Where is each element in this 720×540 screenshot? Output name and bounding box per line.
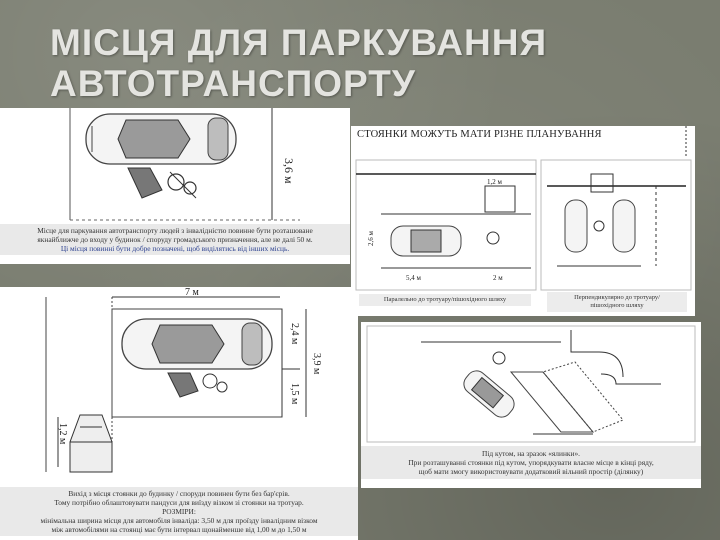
caption-line: якнайближче до входу у будинок / споруду громадського призначення, але не далі 50 м. bbox=[37, 235, 313, 244]
caption-line: мінімальна ширина місця для автомобіля інваліда: 3,50 м для проїзду інвалідним візком bbox=[40, 516, 318, 525]
dim-width-7m: 7 м bbox=[185, 287, 199, 298]
caption-line: Місце для паркування автотранспорту людей з інвалідністю повинне бути розташоване bbox=[37, 226, 313, 235]
wheelchair-user-icon bbox=[128, 168, 196, 198]
car-top-view-icon bbox=[86, 114, 236, 164]
panel2-caption bbox=[0, 487, 358, 536]
caption-line: пішохідного шляху bbox=[590, 302, 644, 309]
caption-line: При розташуванні стоянки під кутом, упорядкувати власне місце в кінці ряду, bbox=[408, 458, 654, 467]
dim-2-6m: 2,6 м bbox=[367, 231, 375, 246]
caption-line: Паралельно до тротуару/пішохідного шляху bbox=[383, 296, 507, 303]
dim-1-2m: 1,2 м bbox=[487, 178, 502, 186]
parking-layouts-drawing bbox=[351, 126, 695, 316]
caption-line: Перпендикулярно до тротуару/ bbox=[574, 294, 660, 301]
curb-ramp-icon bbox=[70, 415, 112, 472]
panel4-caption bbox=[361, 446, 701, 479]
page-title bbox=[50, 22, 547, 104]
dim-3-9m: 3,9 м bbox=[311, 353, 322, 375]
wheelchair-user-icon bbox=[168, 373, 227, 397]
diagram-angled-parking bbox=[361, 322, 701, 488]
dim-5-4m: 5,4 м bbox=[406, 274, 421, 282]
panel3-heading: СТОЯНКИ МОЖУТЬ МАТИ РІЗНЕ ПЛАНУВАННЯ bbox=[357, 129, 602, 140]
caption-line: Вихід з місця стоянки до будинку / споруди повинен бути без бар'єрів. bbox=[68, 489, 290, 498]
dim-1-2m: 1,2 м bbox=[57, 423, 68, 445]
diagram-accessible-parking-spot bbox=[0, 108, 350, 264]
angled-car-icon bbox=[460, 367, 518, 421]
caption-line: Під кутом, на зразок «ялинки». bbox=[481, 449, 580, 458]
diagram-parking-dimensions bbox=[0, 287, 358, 540]
caption-line: щоб мати змогу використовувати додатковий вільний простір (ділянку) bbox=[418, 467, 644, 476]
perpendicular-parking-plan bbox=[541, 160, 691, 290]
car-top-view-icon bbox=[122, 319, 272, 369]
panel3-caption-parallel bbox=[359, 294, 531, 306]
dim-width-label: 3,6 м bbox=[282, 158, 296, 184]
caption-line: РОЗМІРИ: bbox=[162, 507, 196, 516]
diagram-parking-layouts bbox=[351, 126, 695, 316]
dim-2m: 2 м bbox=[493, 274, 503, 282]
caption-line: Тому потрібно облаштовувати пандуси для виїзду візком зі стоянки на тротуар. bbox=[54, 498, 304, 507]
title-line-2: АВТОТРАНСПОРТУ bbox=[50, 63, 416, 104]
panel1-caption bbox=[0, 224, 350, 255]
parallel-parking-plan bbox=[356, 160, 536, 290]
title-line-1: МІСЦЯ ДЛЯ ПАРКУВАННЯ bbox=[50, 22, 548, 63]
dim-1-5m: 1,5 м bbox=[289, 383, 300, 405]
panel3-caption-perpendicular bbox=[547, 292, 687, 312]
caption-line: між автомобілями на стоянці має бути інтервал щонайменше від 1,00 м до 1,50 м bbox=[51, 525, 307, 534]
caption-line: Ці місця повинні бути добре позначені, щоб виділятись від інших місць. bbox=[60, 244, 290, 253]
dim-2-4m: 2,4 м bbox=[289, 323, 300, 345]
